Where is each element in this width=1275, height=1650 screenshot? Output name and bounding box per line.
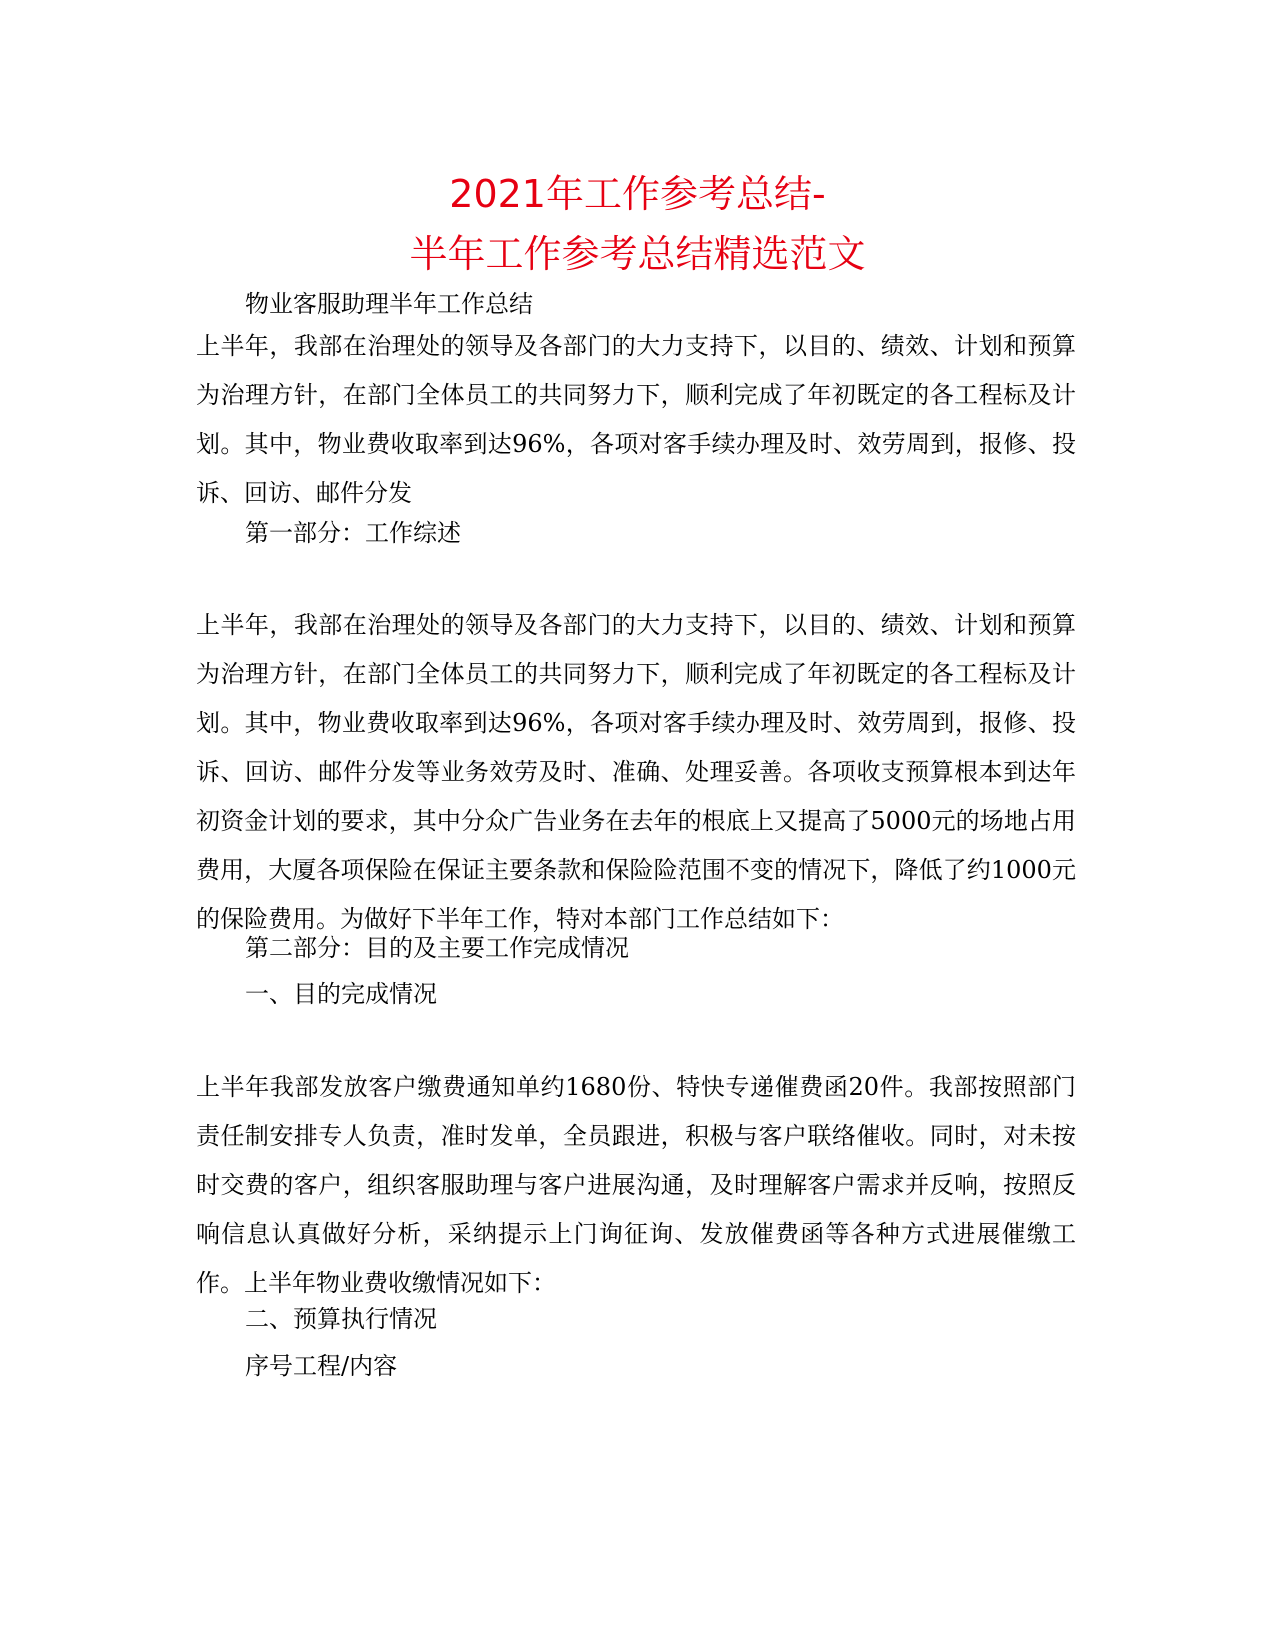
section-heading-2: 第二部分：目的及主要工作完成情况 — [245, 934, 629, 962]
subsection-heading-2: 二、预算执行情况 — [245, 1305, 437, 1333]
paragraph-1: 上半年，我部在治理处的领导及各部门的大力支持下，以目的、绩效、计划和预算为治理方针，在部门全体员工的共同努力下，顺利完成了年初既定的各工程标及计划。其中，物业费收取率到达96%，各项对客手续办理及时、效劳周到，报修、投诉、回访、邮件分发 — [196, 332, 1076, 507]
section-heading-1: 第一部分：工作综述 — [245, 519, 461, 547]
paragraph-3: 上半年我部发放客户缴费通知单约1680份、特快专递催费函20件。我部按照部门责任制安排专人负责，准时发单，全员跟进，积极与客户联络催收。同时，对未按时交费的客户，组织客服助理与客户进展沟通，及时理解客户需求并反响，按照反响信息认真做好分析，采纳提示上门询征询、发放催费函等各种方式进展催缴工作。上半年物业费收缴情况如下： — [196, 1073, 1076, 1297]
subsection-heading-1: 一、目的完成情况 — [245, 980, 437, 1008]
table-header-text: 序号工程/内容 — [245, 1352, 398, 1380]
document-title-line1: 2021年工作参考总结- — [449, 172, 826, 216]
paragraph-2: 上半年，我部在治理处的领导及各部门的大力支持下，以目的、绩效、计划和预算为治理方针，在部门全体员工的共同努力下，顺利完成了年初既定的各工程标及计划。其中，物业费收取率到达96%，各项对客手续办理及时、效劳周到，报修、投诉、回访、邮件分发等业务效劳及时、准确、处理妥善。各项收支预算根本到达年初资金计划的要求，其中分众广告业务在去年的根底上又提高了5000元的场地占用费用，大厦各项保险在保证主要条款和保险险范围不变的情况下，降低了约1000元的保险费用。为做好下半年工作，特对本部门工作总结如下： — [196, 611, 1076, 933]
document-title-line2: 半年工作参考总结精选范文 — [409, 232, 866, 276]
document-subtitle: 物业客服助理半年工作总结 — [245, 290, 533, 318]
